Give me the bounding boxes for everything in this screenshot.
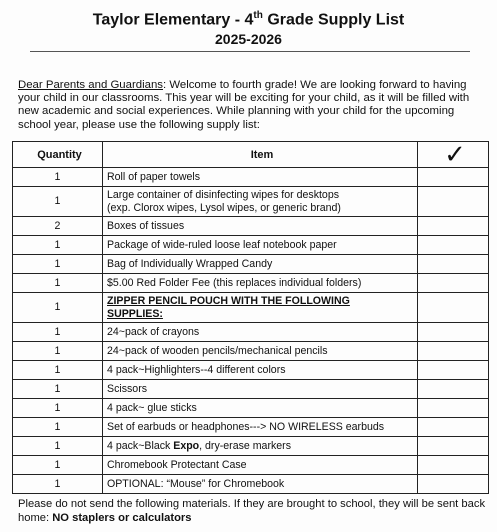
table-row	[13, 399, 489, 418]
table-row	[13, 418, 489, 437]
check-cell	[418, 293, 489, 323]
table-row	[13, 293, 489, 323]
check-cell	[418, 342, 489, 361]
item-cell: Chromebook Protectant Case	[103, 456, 418, 475]
item-text-bold: Expo	[173, 440, 200, 452]
check-cell	[418, 323, 489, 342]
quantity-cell: 2	[13, 217, 103, 236]
item-cell: 4 pack~ glue sticks	[103, 399, 418, 418]
check-cell	[418, 475, 489, 494]
item-cell: 24~pack of crayons	[103, 323, 418, 342]
table-row	[13, 236, 489, 255]
quantity-cell: 1	[13, 274, 103, 293]
item-cell: Boxes of tissues	[103, 217, 418, 236]
item-cell: 4 pack~Highlighters--4 different colors	[103, 361, 418, 380]
item-cell: Scissors	[103, 380, 418, 399]
item-line: Large container of disinfecting wipes for desktops	[107, 189, 340, 201]
title-prefix: Taylor Elementary - 4	[92, 11, 254, 29]
item-cell: Roll of paper towels	[103, 168, 418, 187]
quantity-cell: 1	[13, 437, 103, 456]
table-row	[13, 456, 489, 475]
item-cell	[103, 293, 418, 323]
quantity-cell: 1	[13, 361, 103, 380]
title-suffix: Grade Supply List	[262, 11, 405, 29]
item-cell: 24~pack of wooden pencils/mechanical pencils	[103, 342, 418, 361]
check-header	[418, 139, 489, 170]
quantity-cell: 1	[13, 456, 103, 475]
check-cell	[418, 418, 489, 437]
quantity-cell: 1	[13, 168, 103, 187]
table-row	[13, 187, 489, 217]
item-line-2: SUPPLIES:	[107, 307, 163, 320]
footer-text: Please do not send the following materials. If they are brought to school, they will be sent back home:	[18, 498, 486, 524]
page-title	[0, 10, 497, 29]
quantity-cell: 1	[13, 187, 103, 217]
quantity-cell: 1	[13, 293, 103, 323]
quantity-cell: 1	[13, 475, 103, 494]
table-row	[13, 475, 489, 494]
quantity-cell: 1	[13, 323, 103, 342]
table-header-row	[13, 142, 489, 168]
table-row	[13, 361, 489, 380]
table-row	[13, 323, 489, 342]
check-cell	[418, 187, 489, 217]
intro-paragraph	[18, 79, 488, 132]
table-row	[13, 168, 489, 187]
check-cell	[418, 236, 489, 255]
table-row	[13, 342, 489, 361]
quantity-cell: 1	[13, 342, 103, 361]
check-cell	[418, 437, 489, 456]
item-cell: Bag of Individually Wrapped Candy	[103, 255, 418, 274]
table-row	[13, 217, 489, 236]
title-divider	[30, 51, 470, 52]
item-cell: Package of wide-ruled loose leaf notebook paper	[103, 236, 418, 255]
greeting: Dear Parents and Guardians	[18, 79, 163, 91]
check-cell	[418, 255, 489, 274]
quantity-cell: 1	[13, 399, 103, 418]
quantity-cell: 1	[13, 255, 103, 274]
table-row	[13, 437, 489, 456]
check-cell	[418, 380, 489, 399]
item-line-2: (exp. Clorox wipes, Lysol wipes, or generic brand)	[107, 201, 341, 214]
check-cell	[418, 274, 489, 293]
quantity-cell: 1	[13, 236, 103, 255]
quantity-cell: 1	[13, 380, 103, 399]
quantity-cell: 1	[13, 418, 103, 437]
table-row	[13, 255, 489, 274]
item-line: ZIPPER PENCIL POUCH WITH THE FOLLOWING	[107, 295, 350, 307]
item-text-post: , dry-erase markers	[199, 440, 291, 452]
check-cell	[418, 399, 489, 418]
supply-table	[12, 141, 489, 494]
title-superscript: th	[253, 10, 263, 21]
table-row	[13, 274, 489, 293]
check-cell	[418, 217, 489, 236]
check-cell	[418, 456, 489, 475]
item-text-pre: 4 pack~Black	[107, 440, 174, 452]
footer-note	[18, 497, 488, 525]
check-cell	[418, 361, 489, 380]
item-cell: Set of earbuds or headphones---> NO WIRELESS earbuds	[103, 418, 418, 437]
school-year: 2025-2026	[215, 31, 282, 47]
checkmark-icon: ✓	[444, 139, 466, 170]
item-cell	[103, 187, 418, 217]
footer-bold: NO staplers or calculators	[52, 512, 192, 524]
item-cell: $5.00 Red Folder Fee (this replaces individual folders)	[103, 274, 418, 293]
check-cell	[418, 168, 489, 187]
table-row	[13, 380, 489, 399]
quantity-header: Quantity	[13, 142, 103, 168]
item-header: Item	[103, 142, 418, 168]
item-cell	[103, 437, 418, 456]
intro-text: : Welcome to fourth grade! We are looking forward to having your child in our classrooms. This year will be exciting for your child, as it will be filled with new academic and social experiences. While planning with your child for the upcoming school year, please use the following supply list:	[18, 79, 470, 131]
item-cell: OPTIONAL: “Mouse” for Chromebook	[103, 475, 418, 494]
